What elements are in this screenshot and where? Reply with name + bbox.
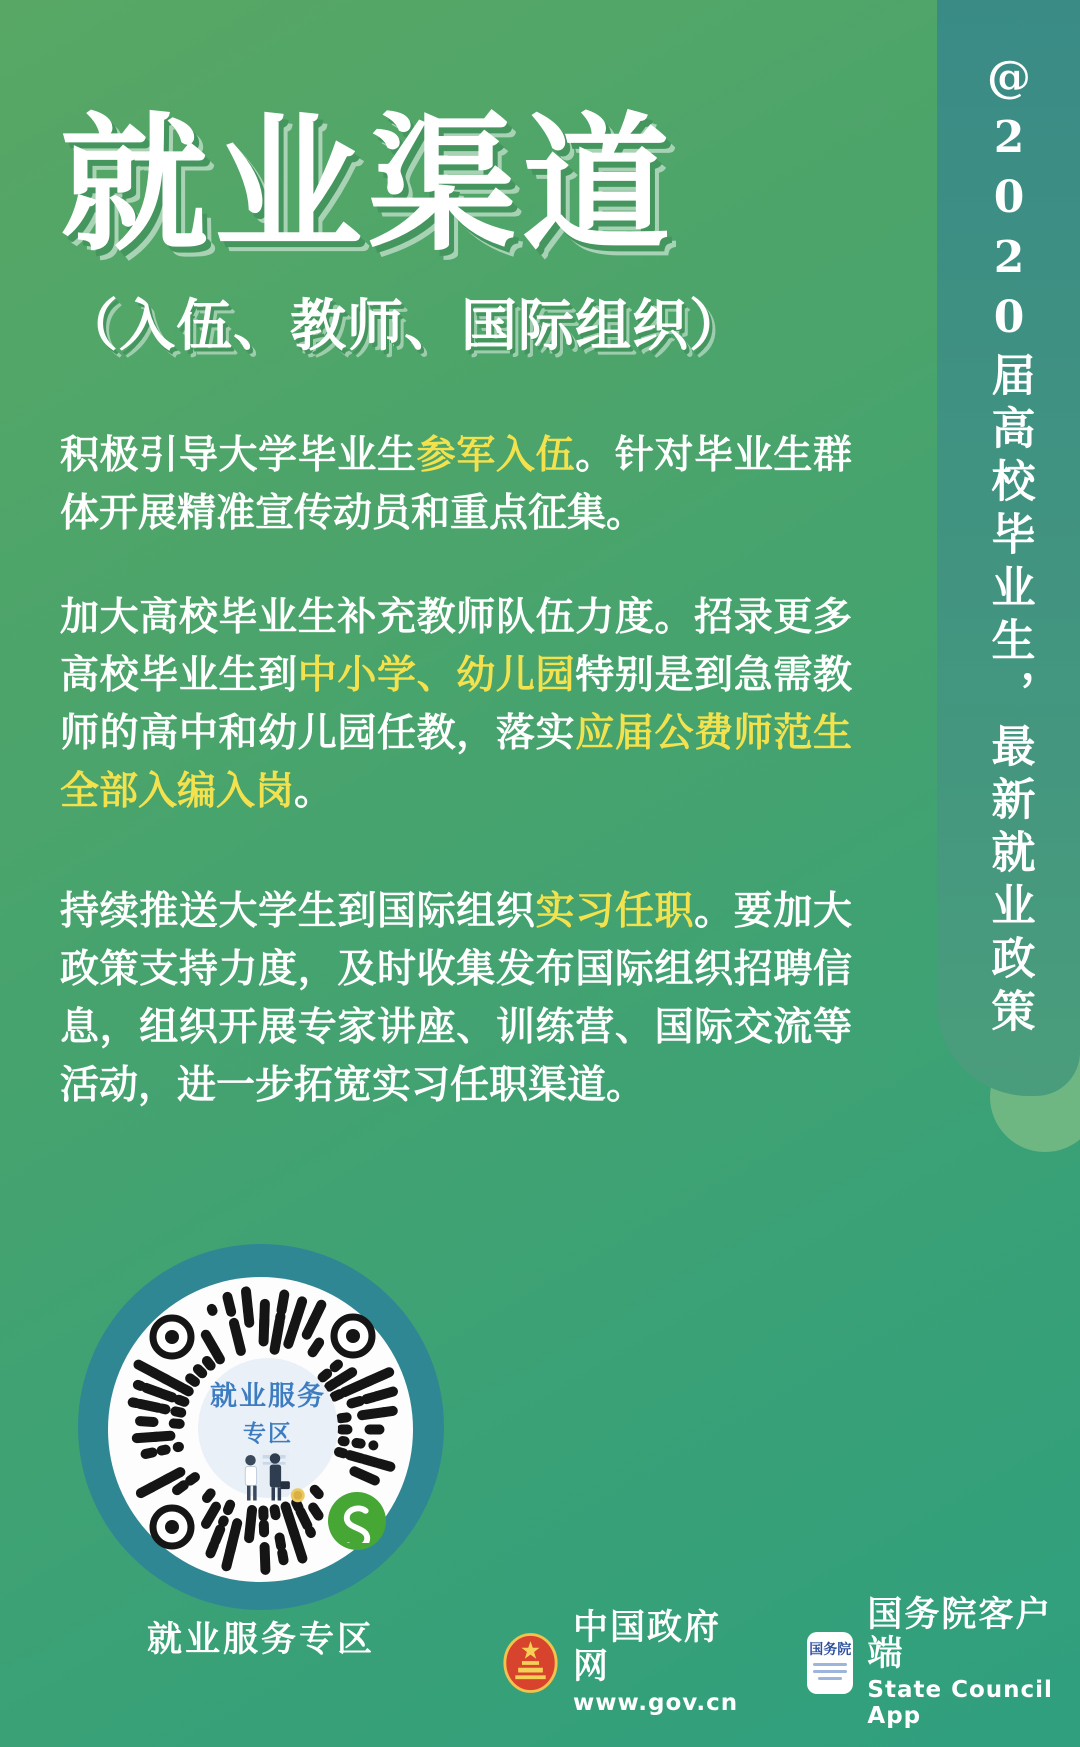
- paragraph-enlistment: [60, 426, 852, 542]
- body-text: 特别是到急需教师的高中和幼儿园任教，落实: [60, 651, 852, 756]
- highlighted-text: 中小学、幼儿园: [297, 651, 576, 698]
- gov-name: 中国政府网: [573, 1608, 722, 1687]
- highlighted-text: 实习任职: [535, 887, 695, 934]
- app-icon-line: [813, 1663, 847, 1666]
- app-icon-line: [813, 1670, 847, 1673]
- qr-eye: [153, 1508, 191, 1546]
- app-name: 国务院客户端: [867, 1595, 1053, 1674]
- footer: [502, 1596, 1080, 1729]
- qr-code: [108, 1277, 413, 1582]
- paragraph-teachers: [60, 588, 852, 820]
- sidebar-vertical-text: @2020届高校毕业生，最新就业政策: [983, 52, 1035, 1041]
- app-subtitle: State Council App: [867, 1677, 1053, 1729]
- qr-center-label: [198, 1358, 338, 1498]
- gov-logo: [502, 1609, 743, 1716]
- highlighted-text: 应届公费师范生全部入编入岗: [60, 709, 852, 814]
- qr-eye: [334, 1317, 372, 1355]
- body-text: 持续推送大学生到国际组织: [60, 887, 536, 934]
- body-text: 。针对毕业生群体开展精准宣传动员和重点征集。: [60, 431, 852, 536]
- state-council-app-icon: [807, 1632, 853, 1694]
- main-content: [60, 0, 860, 1114]
- highlighted-text: 参军入伍: [416, 431, 576, 478]
- app-icon-line: [818, 1677, 842, 1680]
- qr-caption: 就业服务专区: [146, 1619, 375, 1660]
- body-text: 。: [294, 767, 334, 814]
- app-icon-text: 国务院: [809, 1641, 852, 1658]
- national-emblem-icon: [502, 1629, 559, 1697]
- app-logo-texts: [867, 1596, 1080, 1729]
- gov-url: www.gov.cn: [573, 1690, 739, 1716]
- body-text: 积极引导大学毕业生: [60, 431, 417, 478]
- app-logo: [807, 1596, 1080, 1729]
- gov-logo-texts: [573, 1609, 743, 1716]
- page-title: 就业渠道: [60, 99, 676, 271]
- qr-label-line1: 就业服务: [210, 1381, 326, 1412]
- body-text: 加大高校毕业生补充教师队伍力度。招录更多高校毕业生到: [60, 593, 852, 698]
- qr-ring: [78, 1244, 444, 1610]
- body-text: 。要加大政策支持力度，及时收集发布国际组织招聘信息，组织开展专家讲座、训练营、国际交流等活动，进一步拓宽实习任职渠道。: [60, 887, 852, 1108]
- paragraph-international-organizations: [60, 882, 852, 1114]
- page-subtitle: （入伍、教师、国际组织）: [62, 293, 746, 359]
- qr-eye: [153, 1318, 191, 1356]
- wechat-miniprogram-icon: [328, 1492, 386, 1550]
- qr-label-line2: 专区: [243, 1421, 293, 1447]
- people-illustration-icon: [220, 1448, 316, 1504]
- sidebar-panel: [937, 0, 1080, 1096]
